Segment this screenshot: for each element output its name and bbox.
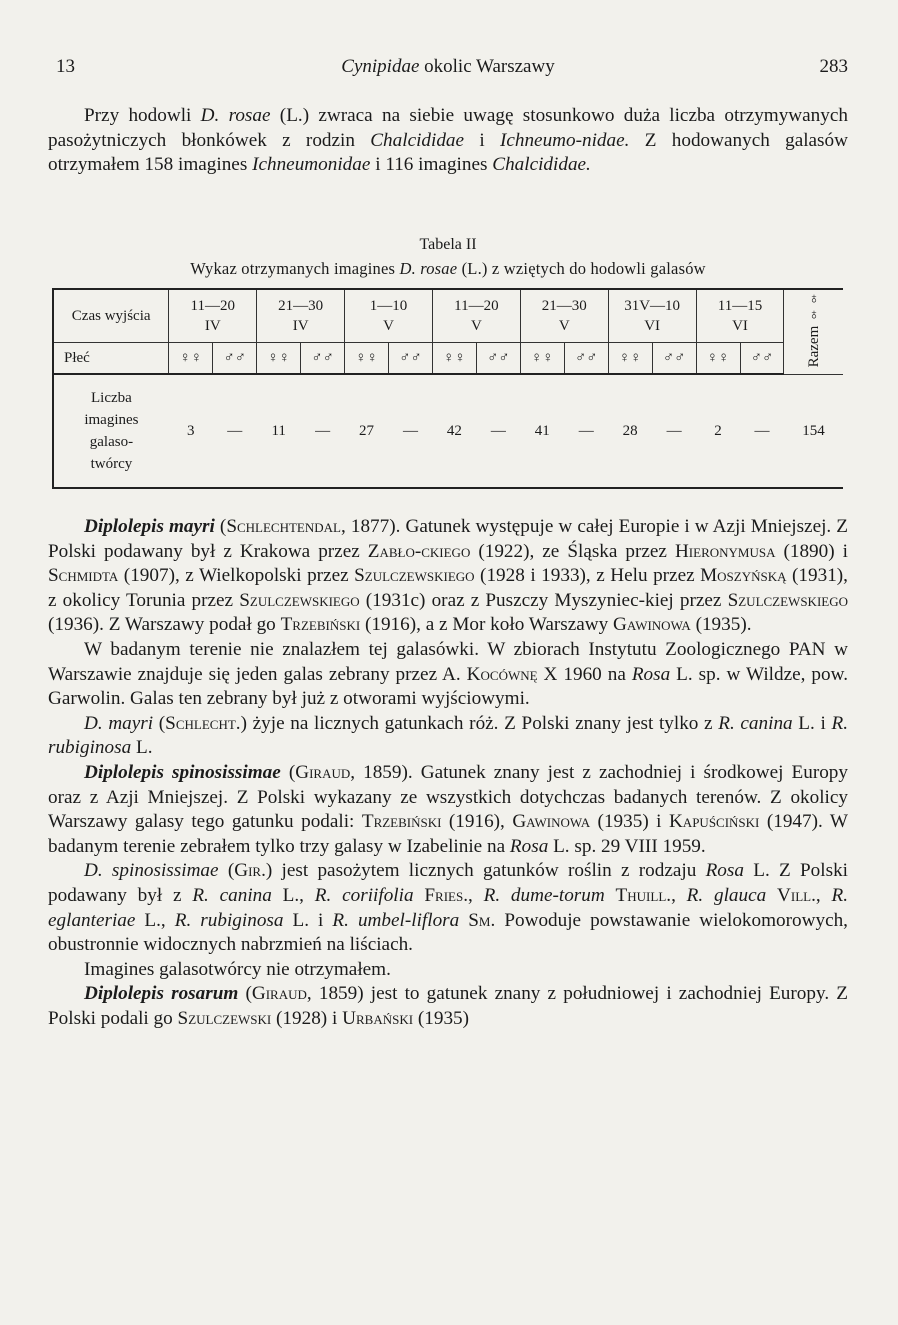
- author-name: Gawinowa: [612, 614, 691, 636]
- period-range: 11—20: [190, 298, 235, 314]
- text-run: (1931), z okolicy Torunia przez: [48, 565, 848, 611]
- period-month: IV: [204, 318, 221, 334]
- text-run: (1935): [413, 1007, 470, 1029]
- period-cell: [257, 289, 345, 343]
- species-name: D. rosae: [399, 259, 458, 278]
- text-run: [605, 885, 616, 906]
- author-name: Szulczewski: [177, 1007, 272, 1029]
- author-name: Fries.: [424, 884, 468, 906]
- species-name: R. rubiginosa: [48, 712, 849, 759]
- author-name: Vill.: [777, 884, 816, 906]
- species-name: D. mayri: [84, 712, 154, 734]
- paragraph-spinosissimae: [48, 761, 848, 859]
- text-run: L.,: [135, 909, 175, 931]
- sex-female: ♀♀: [696, 343, 740, 375]
- paragraph-mayri: [48, 515, 848, 638]
- text-run: (1935).: [690, 614, 752, 636]
- species-heading: Diplolepis rosarum: [84, 983, 239, 1005]
- family-name: Ichneumonidae: [252, 154, 371, 176]
- text-run: L. sp. 29 VIII 1959.: [548, 835, 706, 857]
- text-run: , 1859) jest to gatunek znany z południowej i zachodniej Europy. Z Polski podali go: [48, 983, 848, 1029]
- text-run: , 1877). Gatunek występuje w całej Europie i w Azji Mniejszej. Z Polski podawany był z Krakowa przez: [48, 516, 849, 562]
- species-heading: Diplolepis mayri: [84, 516, 215, 537]
- period-cell: [432, 289, 520, 343]
- family-name: Chalcididae.: [492, 154, 591, 176]
- text-run: L. i: [283, 909, 333, 931]
- row-header-line: imagines: [84, 412, 139, 428]
- species-name: R. eglanteriae: [48, 884, 849, 931]
- count-cell: —: [754, 423, 770, 439]
- period-cell: [345, 289, 433, 343]
- text-run: i: [464, 129, 500, 151]
- total-header-label: Razem ♀♀: [805, 290, 822, 368]
- text-run: , 1859). Gatunek znany jest z zachodniej i środkowej Europy oraz z Azji Mniejszej. Z Polski wykazany ze wszystkich dotychczas badanych terenów. Z okolicy Warszawy galasy tego gatunku podali:: [48, 761, 848, 833]
- period-cell: [169, 289, 257, 343]
- period-range: 11—15: [717, 298, 763, 314]
- species-heading: Diplolepis spinosissimae: [84, 761, 281, 783]
- author-name: Kocównę: [466, 663, 538, 685]
- species-name: D. rosae: [200, 105, 271, 126]
- table-row-sex: [53, 343, 843, 375]
- count-cell: —: [227, 423, 243, 439]
- count-cell: 28: [622, 423, 638, 439]
- total-header: [784, 289, 843, 374]
- text-run: [459, 910, 468, 931]
- intro-paragraph-block: [48, 104, 848, 178]
- family-name: Ichneumo-nidae.: [499, 129, 630, 151]
- text-run: (: [214, 516, 227, 537]
- period-cell: [696, 289, 784, 343]
- author-name: Trzebiński: [361, 811, 442, 833]
- chapter-number: 13: [56, 56, 75, 77]
- text-run: (: [153, 712, 166, 734]
- text-run: L. i: [792, 712, 832, 734]
- text-run: L. Z Polski podawany był z: [48, 860, 849, 906]
- count-cell: 3: [187, 423, 195, 439]
- count-cell: 11: [271, 423, 286, 439]
- author-name: Schlechtendal: [226, 516, 341, 537]
- author-name: Moszyńską: [700, 565, 787, 587]
- text-run: X 1960 na: [537, 663, 632, 685]
- period-cell: [520, 289, 608, 343]
- row-header-line: galaso-: [89, 434, 134, 450]
- sex-female: ♀♀: [608, 343, 652, 375]
- running-title-italic: Cynipidae: [341, 56, 420, 77]
- species-name: R. dume-torum: [483, 884, 605, 906]
- page-number: 283: [819, 56, 848, 77]
- text-run: Wykaz otrzymanych imagines: [190, 259, 400, 278]
- count-cell: 42: [446, 423, 462, 439]
- sex-female: ♀♀: [520, 343, 564, 375]
- author-name: Schmidta: [48, 565, 119, 587]
- text-run: (: [218, 860, 235, 882]
- sex-female: ♀♀: [257, 343, 301, 375]
- count-cell: —: [490, 423, 506, 439]
- count-cell: 27: [359, 423, 375, 439]
- sex-male: ♂♂: [740, 343, 784, 375]
- text-run: L. sp. w Wildze, pow. Garwolin. Galas ten zebrany był już z otworami wyjściowymi.: [48, 663, 849, 710]
- paragraph-no-imagines: Imagines galasotwórcy nie otrzymałem.: [84, 958, 391, 980]
- sex-male: ♂♂: [476, 343, 520, 375]
- species-name: R. coriifolia: [314, 884, 414, 906]
- author-name: Thuill.: [615, 884, 672, 906]
- row-header-line: Liczba: [91, 390, 132, 406]
- text-run: ,: [671, 884, 687, 906]
- author-name: Trzebiński: [280, 614, 361, 636]
- species-name: R. rubiginosa: [174, 909, 284, 931]
- author-name: Szulczewskiego: [727, 589, 848, 611]
- text-run: (1947). W badanym terenie zebrałem tylko trzy galasy w Izabelinie na: [48, 811, 849, 857]
- text-run: Przy hodowli: [84, 105, 201, 126]
- table-row-time: [53, 289, 843, 343]
- author-name: Zabło-ckiego: [367, 540, 471, 562]
- sex-male: ♂♂: [652, 343, 696, 375]
- text-run: (: [280, 761, 296, 783]
- paragraph-collection: [48, 638, 848, 712]
- row-header-line: twórcy: [90, 456, 133, 472]
- table-caption: [48, 259, 848, 279]
- text-run: ) jest pasożytem licznych gatunków roślin z rodzaju: [265, 860, 706, 882]
- text-run: ,: [815, 884, 832, 906]
- text-run: (1916), a z Mor koło Warszawy: [360, 614, 613, 636]
- text-run: (1931c) oraz z Puszczy Myszyniec-kiej przez: [359, 589, 728, 611]
- period-range: 1—10: [369, 298, 408, 314]
- count-cell: —: [402, 423, 418, 439]
- paragraph-rosarum: [48, 982, 848, 1031]
- total-cell: 154: [802, 422, 825, 439]
- main-text-block: [48, 515, 848, 1031]
- species-name: R. canina: [718, 712, 793, 734]
- period-range: 21—30: [278, 298, 324, 314]
- text-run: (1907), z Wielkopolski przez: [118, 565, 355, 587]
- text-run: L.: [131, 737, 153, 759]
- species-name: R. canina: [192, 884, 272, 906]
- text-run: (L.) z wziętych do hodowli galasów: [457, 259, 706, 278]
- sex-male: ♂♂: [564, 343, 608, 375]
- species-name: R. umbel-liflora: [332, 909, 460, 931]
- row-header-sex: Płeć: [53, 343, 169, 375]
- sex-female: ♀♀: [345, 343, 389, 375]
- period-range: 11—20: [454, 298, 499, 314]
- sex-female: ♀♀: [432, 343, 476, 375]
- period-cell: [608, 289, 696, 343]
- sex-male: ♂♂: [389, 343, 433, 375]
- genus-name: Rosa: [509, 835, 549, 857]
- period-range: 21—30: [541, 298, 587, 314]
- text-run: ,: [468, 884, 484, 906]
- period-month: VI: [732, 318, 748, 334]
- paragraph-spinosissimae-hosts: [48, 859, 848, 957]
- author-name: Giraud: [251, 983, 307, 1005]
- author-name: Schlecht.: [165, 712, 241, 734]
- intro-paragraph: [48, 104, 848, 178]
- text-run: L.,: [271, 884, 315, 906]
- running-title-rest: okolic Warszawy: [419, 56, 555, 77]
- running-title: [48, 56, 848, 78]
- species-name: D. spinosissimae: [84, 860, 219, 882]
- text-run: ) żyje na licznych gatunkach róż. Z Polski znany jest tylko z: [240, 712, 719, 734]
- period-month: V: [558, 318, 570, 334]
- period-range: 31V—10: [624, 298, 681, 314]
- text-run: W badanym terenie nie znalazłem tej galasówki. W zbiorach Instytutu Zoologicznego PAN w Warszawie znajduje się jeden galas zebrany przez A.: [48, 638, 848, 685]
- text-run: (1922), ze Śląska przez: [470, 540, 675, 562]
- author-name: Gir.: [234, 860, 266, 882]
- author-name: Hieronymusa: [674, 540, 776, 562]
- text-run: (1928 i 1933), z Helu przez: [474, 565, 701, 587]
- table-title: Tabela II: [419, 236, 477, 253]
- paragraph-mayri-hosts: [48, 712, 848, 761]
- text-run: (1890) i: [775, 540, 848, 562]
- row-header-counts: [53, 374, 169, 488]
- author-name: Kapuściński: [668, 811, 760, 833]
- sex-male: ♂♂: [213, 343, 257, 375]
- period-month: VI: [644, 318, 661, 334]
- genus-name: Rosa: [705, 860, 744, 882]
- species-name: R. glauca: [686, 884, 767, 906]
- emergence-table: [52, 288, 843, 489]
- genus-name: Rosa: [631, 663, 671, 685]
- text-run: Z hodowanych galasów otrzymałem 158 imagines: [48, 129, 848, 176]
- text-run: (1935) i: [590, 811, 669, 833]
- text-run: (: [238, 983, 252, 1005]
- family-name: Chalcididae: [370, 129, 465, 151]
- period-month: V: [383, 318, 394, 334]
- text-run: Powoduje powstawanie wielokomorowych, obustronnie widocznych nabrzmień na liściach.: [48, 909, 848, 956]
- count-cell: —: [578, 423, 594, 439]
- sex-female: ♀♀: [169, 343, 213, 375]
- count-cell: —: [315, 423, 331, 439]
- author-name: Urbański: [342, 1007, 414, 1029]
- period-month: V: [470, 318, 482, 334]
- period-month: IV: [292, 318, 309, 334]
- author-name: Szulczewskiego: [354, 565, 475, 587]
- text-run: i 116 imagines: [370, 154, 493, 176]
- count-cell: 41: [534, 423, 550, 439]
- running-header: [48, 56, 848, 80]
- count-cell: —: [666, 423, 682, 439]
- author-name: Gawinowa: [512, 811, 591, 833]
- text-run: (1936). Z Warszawy podał go: [48, 614, 281, 636]
- text-run: (1928) i: [271, 1007, 343, 1029]
- count-cell: 2: [714, 423, 722, 439]
- author-name: Giraud: [295, 761, 351, 783]
- text-run: (1916),: [441, 811, 513, 833]
- sex-male: ♂♂: [301, 343, 345, 375]
- text-run: [414, 885, 425, 906]
- table-row-counts: [53, 374, 843, 488]
- author-name: Sm.: [468, 909, 496, 931]
- row-header-time: Czas wyjścia: [53, 289, 169, 343]
- text-run: [766, 885, 777, 906]
- text-run: (L.) zwraca na siebie uwagę stosunkowo duża liczba otrzymywanych pasożytniczych błonkówek z rodzin: [48, 105, 848, 151]
- author-name: Szulczewskiego: [239, 589, 360, 611]
